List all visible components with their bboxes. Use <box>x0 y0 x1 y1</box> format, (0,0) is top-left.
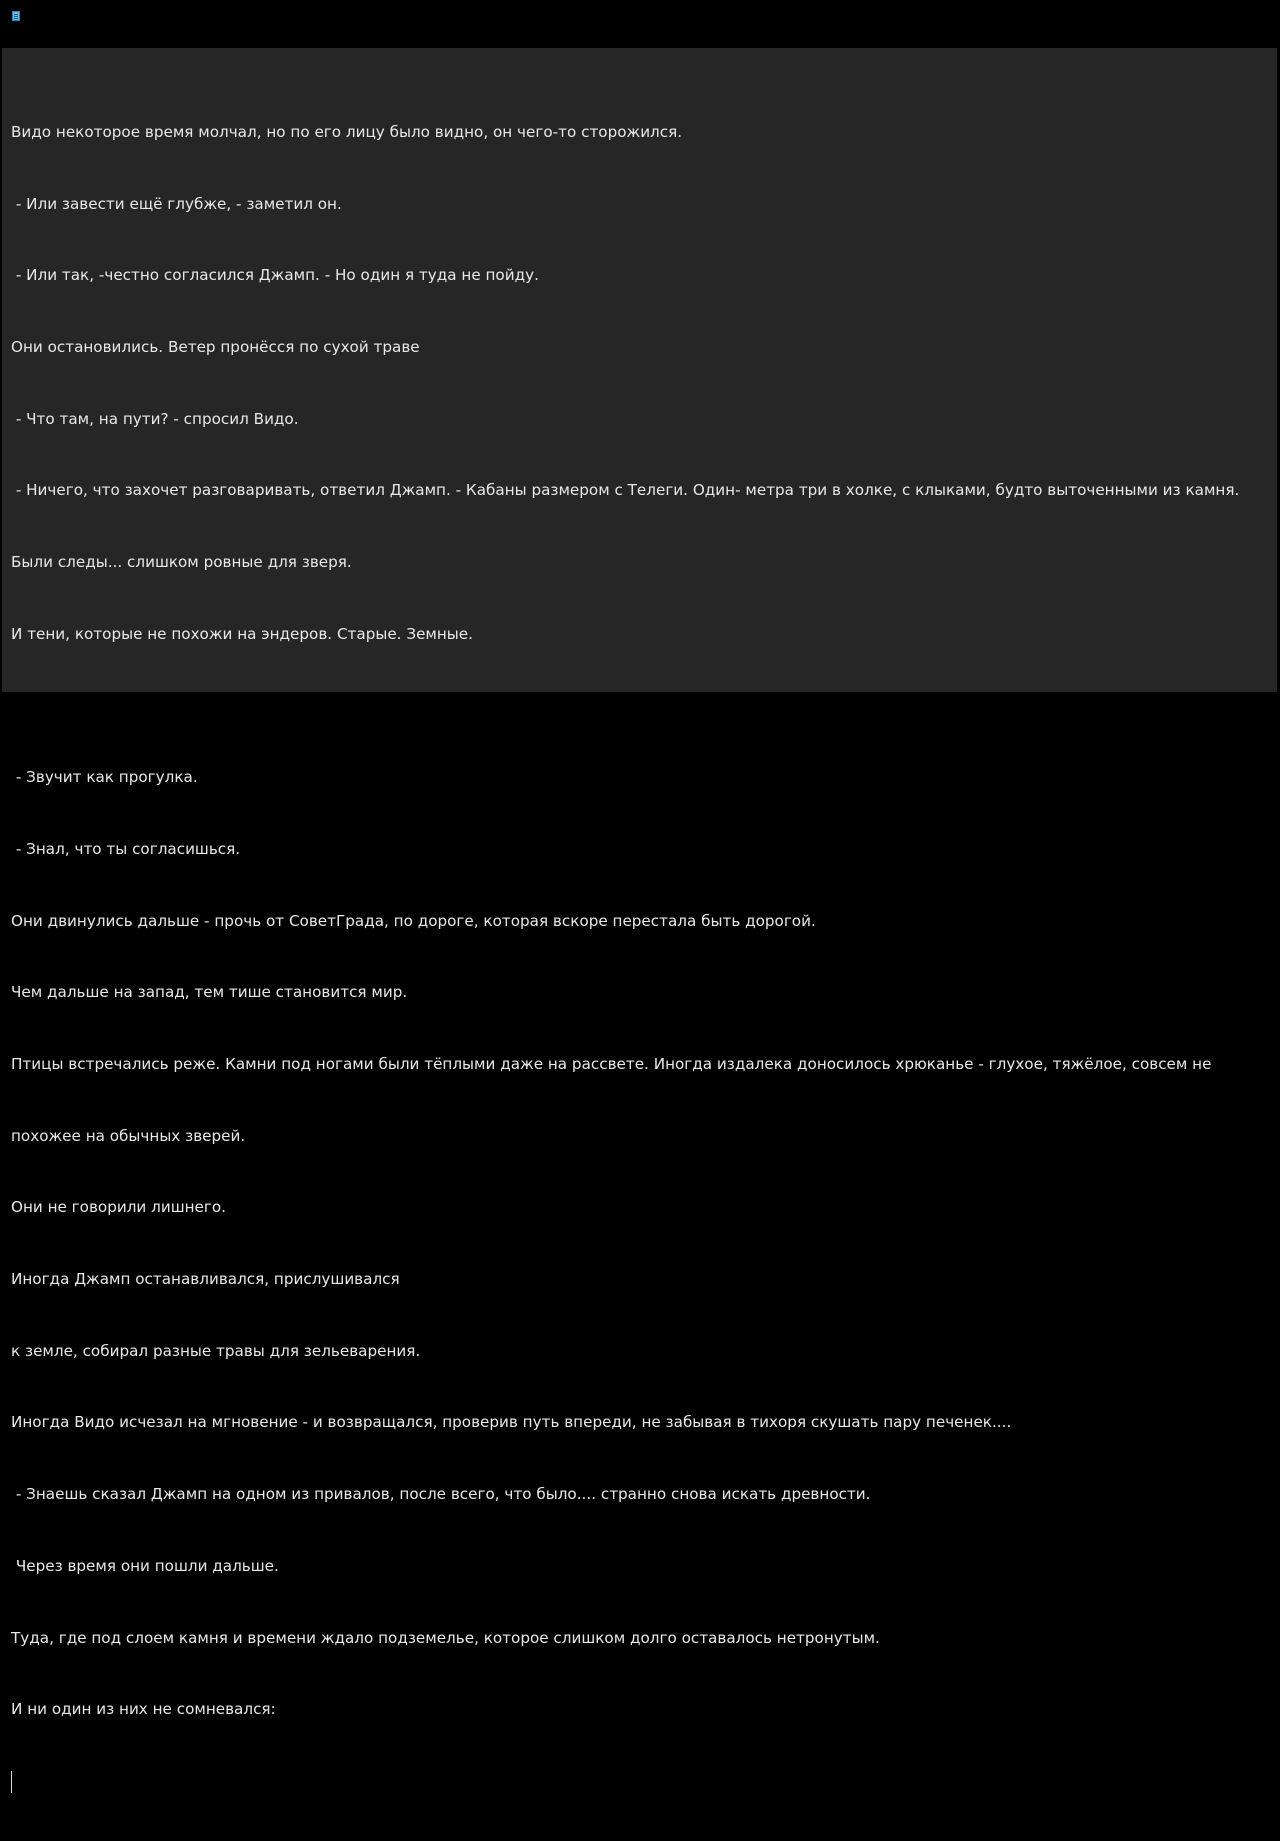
text-line: - Знал, что ты согласишься. <box>11 839 241 858</box>
text-line: Чем дальше на запад, тем тише становится мир. <box>11 983 408 1002</box>
text-line: - Что там, на пути? - спросил Видо. <box>11 409 299 428</box>
text-line: Через время они пошли дальше. <box>11 1556 279 1575</box>
text-line: - Знаешь сказал Джамп на одном из привалов, после всего, что было.... странно снова искать древности. <box>11 1485 871 1504</box>
text-line: - Ничего, что захочет разговаривать, ответил Джамп. - Кабаны размером с Телеги. Один- метра три в холке, с клыками, будто выточенными из камня. <box>11 481 1240 500</box>
text-caret <box>11 1771 12 1793</box>
text-line: Они не говорили лишнего. <box>11 1198 226 1217</box>
text-line: Они двинулись дальше - прочь от СоветГрада, по дороге, которая вскоре перестала быть дорогой. <box>11 911 816 930</box>
text-line: Туда, где под слоем камня и времени ждало подземелье, которое слишком долго оставалось нетронутым. <box>11 1628 880 1647</box>
text-line: Были следы... слишком ровные для зверя. <box>11 553 352 572</box>
notepad-icon[interactable] <box>12 11 20 21</box>
text-line: - Звучит как прогулка. <box>11 768 198 787</box>
text-line: И ни один из них не сомневался: <box>11 1700 276 1719</box>
text-line: Иногда Видо исчезал на мгновение - и возвращался, проверив путь впереди, не забывая в тихоря скушать пару печенек.... <box>11 1413 1012 1432</box>
bottom-bar <box>0 692 1280 720</box>
text-line: Они остановились. Ветер пронёсся по сухой траве <box>11 337 420 356</box>
text-line: к земле, собирал разные травы для зельеварения. <box>11 1341 421 1360</box>
text-editor[interactable] <box>2 48 1277 1719</box>
text-line: Видо некоторое время молчал, но по его лицу было видно, он чего-то сторожился. <box>11 122 683 141</box>
text-line: похожее на обычных зверей. <box>11 1126 246 1145</box>
text-line: Птицы встречались реже. Камни под ногами были тёплыми даже на рассвете. Иногда издалека доносилось хрюканье - глухое, тяжёлое, совсем не <box>11 1054 1212 1073</box>
text-line: Иногда Джамп останавливался, прислушивался <box>11 1270 400 1289</box>
text-line: - Или завести ещё глубже, - заметил он. <box>11 194 342 213</box>
text-line: - Или так, -честно согласился Джамп. - Но один я туда не пойду. <box>11 266 539 285</box>
text-line: И тени, которые не похожи на эндеров. Старые. Земные. <box>11 624 473 643</box>
title-bar <box>0 0 1280 48</box>
editor-text-area[interactable] <box>11 73 1266 1841</box>
